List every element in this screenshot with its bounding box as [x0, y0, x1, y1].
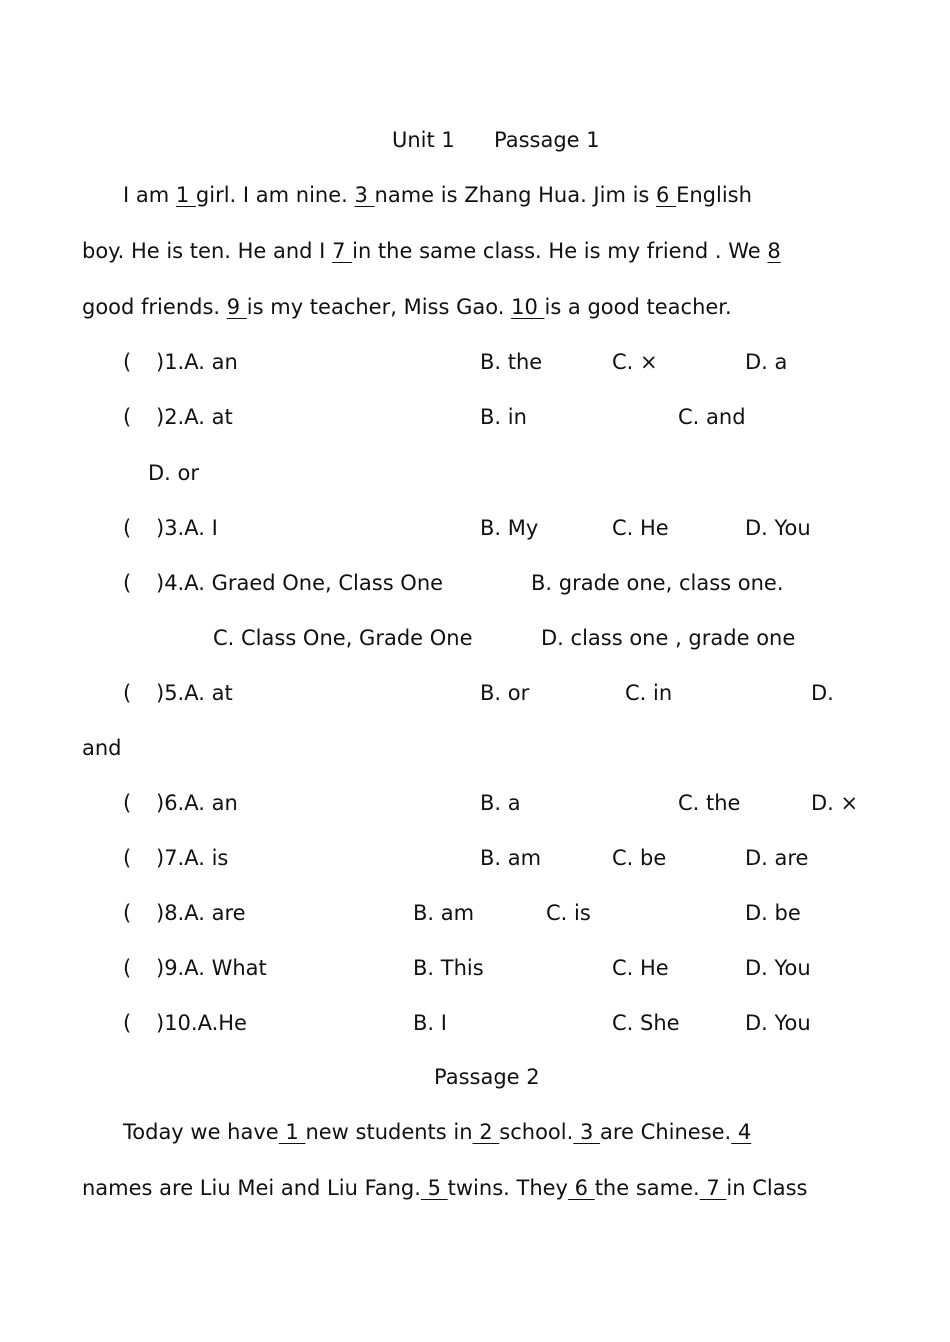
passage-1-line-3 — [82, 293, 732, 321]
q9-option-c: C. He — [612, 956, 669, 980]
blank-3: 3 — [573, 1120, 601, 1144]
q9-option-d: D. You — [745, 956, 811, 980]
text: in Class — [726, 1176, 808, 1200]
q8-option-c: C. is — [546, 901, 591, 925]
q10-option-c: C. She — [612, 1011, 680, 1035]
text: I am — [123, 183, 176, 207]
blank-7: 7 — [699, 1176, 727, 1200]
blank-9: 9 — [226, 295, 247, 319]
passage-2-title: Passage 2 — [434, 1065, 540, 1089]
q3-option-d: D. You — [745, 516, 811, 540]
q5-paren: ( — [123, 681, 132, 705]
passage-1-label: Passage 1 — [494, 128, 600, 152]
q3-paren: ( — [123, 516, 132, 540]
q6-option-b: B. a — [480, 791, 521, 815]
q7-option-a: )7.A. is — [156, 846, 229, 870]
q3-option-a: )3.A. I — [156, 516, 218, 540]
q10-option-b: B. I — [413, 1011, 447, 1035]
text: the same. — [594, 1176, 700, 1200]
passage-1-title — [494, 126, 600, 154]
q7-paren: ( — [123, 846, 132, 870]
text: boy. He is ten. He and I — [82, 239, 333, 263]
q2-option-c: C. and — [678, 405, 746, 429]
q1-option-a: )1.A. an — [156, 350, 238, 374]
blank-6: 6 — [567, 1176, 595, 1200]
q4-paren: ( — [123, 571, 132, 595]
q2-option-a: )2.A. at — [156, 405, 233, 429]
q6-option-a: )6.A. an — [156, 791, 238, 815]
q4-option-a: )4.A. Graed One, Class One — [156, 571, 444, 595]
q1-option-c: C. × — [612, 350, 658, 374]
unit-label: Unit 1 — [392, 128, 455, 152]
q9-option-a: )9.A. What — [156, 956, 267, 980]
q4-option-b: B. grade one, class one. — [531, 571, 784, 595]
q8-paren: ( — [123, 901, 132, 925]
q9-paren: ( — [123, 956, 132, 980]
passage-1-line-1 — [123, 181, 752, 209]
passage-2-line-1 — [123, 1118, 751, 1146]
blank-4: 4 — [731, 1120, 752, 1144]
q8-option-d: D. be — [745, 901, 801, 925]
q6-option-c: C. the — [678, 791, 741, 815]
blank-1: 1 — [175, 183, 196, 207]
q2-option-d: D. or — [148, 461, 200, 485]
q6-option-d: D. × — [811, 791, 859, 815]
text: is a good teacher. — [544, 295, 732, 319]
text: school. — [499, 1120, 574, 1144]
text: English — [676, 183, 752, 207]
text: new students in — [305, 1120, 473, 1144]
q7-option-b: B. am — [480, 846, 542, 870]
q10-option-d: D. You — [745, 1011, 811, 1035]
q6-paren: ( — [123, 791, 132, 815]
blank-3: 3 — [354, 183, 375, 207]
text: are Chinese. — [600, 1120, 732, 1144]
q10-option-a: )10.A.He — [156, 1011, 247, 1035]
blank-7: 7 — [332, 239, 353, 263]
passage-1-line-2 — [82, 237, 781, 265]
text: good friends. — [82, 295, 227, 319]
q8-option-a: )8.A. are — [156, 901, 246, 925]
text: Today we have — [123, 1120, 279, 1144]
q3-option-c: C. He — [612, 516, 669, 540]
q4-option-c: C. Class One, Grade One — [213, 626, 473, 650]
blank-2: 2 — [472, 1120, 500, 1144]
q5-option-c: C. in — [625, 681, 673, 705]
text: name is Zhang Hua. Jim is — [374, 183, 657, 207]
q2-option-b: B. in — [480, 405, 527, 429]
blank-8: 8 — [767, 239, 781, 263]
text: names are Liu Mei and Liu Fang. — [82, 1176, 421, 1200]
text: in the same class. He is my friend . We — [352, 239, 768, 263]
q7-option-d: D. are — [745, 846, 809, 870]
q2-paren: ( — [123, 405, 132, 429]
q5-option-b: B. or — [480, 681, 530, 705]
text: girl. I am nine. — [195, 183, 355, 207]
q5-option-a: )5.A. at — [156, 681, 233, 705]
q1-paren: ( — [123, 350, 132, 374]
q7-option-c: C. be — [612, 846, 667, 870]
q1-option-b: B. the — [480, 350, 543, 374]
q8-option-b: B. am — [413, 901, 475, 925]
q3-option-b: B. My — [480, 516, 539, 540]
q9-option-b: B. This — [413, 956, 484, 980]
text: twins. They — [447, 1176, 568, 1200]
unit-title — [392, 126, 455, 154]
q4-option-d: D. class one , grade one — [541, 626, 796, 650]
blank-5: 5 — [420, 1176, 448, 1200]
text: is my teacher, Miss Gao. — [246, 295, 512, 319]
passage-2-line-2 — [82, 1174, 808, 1202]
q10-paren: ( — [123, 1011, 132, 1035]
q5-option-d-text: and — [82, 736, 122, 760]
blank-10: 10 — [511, 295, 545, 319]
blank-6: 6 — [656, 183, 677, 207]
blank-1: 1 — [278, 1120, 306, 1144]
q5-option-d-label: D. — [811, 681, 834, 705]
q1-option-d: D. a — [745, 350, 788, 374]
